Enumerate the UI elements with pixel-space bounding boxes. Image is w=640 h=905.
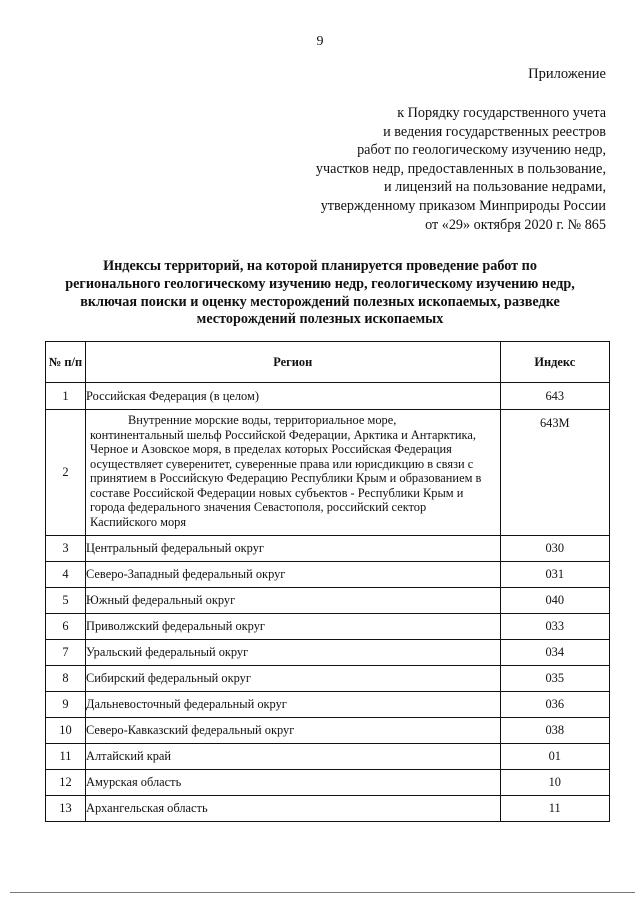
row-region-line: континентальный шельф Российской Федерации, Арктика и Антарктика, bbox=[90, 427, 476, 442]
row-num: 8 bbox=[46, 666, 86, 692]
row-region: Центральный федеральный округ bbox=[86, 536, 501, 562]
row-region-line: Каспийского моря bbox=[90, 514, 187, 529]
row-region: Приволжский федеральный округ bbox=[86, 614, 501, 640]
row-index: 031 bbox=[500, 562, 609, 588]
table-row bbox=[46, 744, 610, 770]
row-region-line: осуществляет суверенитет, суверенные права или юрисдикцию в связи с bbox=[90, 456, 474, 471]
row-num: 4 bbox=[46, 562, 86, 588]
row-index: 030 bbox=[500, 536, 609, 562]
appendix-reference-line: утвержденному приказом Минприроды России bbox=[320, 197, 606, 214]
row-region-line: составе Российской Федерации новых субъектов - Республики Крым и bbox=[90, 485, 464, 500]
row-region: Российская Федерация (в целом) bbox=[86, 383, 501, 410]
row-num: 3 bbox=[46, 536, 86, 562]
row-index: 11 bbox=[500, 796, 609, 822]
row-region: Северо-Кавказский федеральный округ bbox=[86, 718, 501, 744]
row-region-line: принятием в Российскую Федерацию Республики Крым и образованием в bbox=[90, 471, 482, 485]
row-index: 040 bbox=[500, 588, 609, 614]
table-row bbox=[46, 640, 610, 666]
table-header-row bbox=[46, 342, 610, 383]
row-region-line: Внутренние морские воды, территориальное море, bbox=[128, 413, 397, 427]
table-row bbox=[46, 562, 610, 588]
row-index: 036 bbox=[500, 692, 609, 718]
row-num: 1 bbox=[46, 383, 86, 410]
table-row bbox=[46, 796, 610, 822]
appendix-reference-line: участков недр, предоставленных в пользование, bbox=[315, 160, 606, 177]
appendix-reference bbox=[186, 104, 606, 234]
appendix-reference-line: и лицензий на пользование недрами, bbox=[384, 179, 606, 196]
document-title bbox=[40, 258, 600, 329]
row-region: Южный федеральный округ bbox=[86, 588, 501, 614]
appendix-reference-line: к Порядку государственного учета bbox=[397, 105, 606, 121]
appendix-title: Приложение bbox=[528, 66, 606, 82]
document-title-line: включая поиски и оценку месторождений полезных ископаемых, разведке bbox=[80, 293, 560, 310]
row-region bbox=[86, 410, 501, 536]
row-num: 2 bbox=[46, 410, 86, 536]
row-index: 10 bbox=[500, 770, 609, 796]
row-region: Уральский федеральный округ bbox=[86, 640, 501, 666]
row-region-line: города федерального значения Севастополя, российский сектор bbox=[90, 500, 427, 514]
document-title-line: месторождений полезных ископаемых bbox=[196, 311, 444, 328]
row-index: 034 bbox=[500, 640, 609, 666]
table-row bbox=[46, 383, 610, 410]
document-title-line: Индексы территорий, на которой планируется проведение работ по bbox=[103, 258, 537, 274]
document-title-line: регионального геологическому изучению недр, геологическому изучению недр, bbox=[65, 275, 575, 292]
row-region: Алтайский край bbox=[86, 744, 501, 770]
table-row bbox=[46, 536, 610, 562]
row-region: Дальневосточный федеральный округ bbox=[86, 692, 501, 718]
page-number: 9 bbox=[316, 34, 324, 49]
appendix-reference-line: работ по геологическому изучению недр, bbox=[357, 142, 606, 159]
row-num: 12 bbox=[46, 770, 86, 796]
row-index: 035 bbox=[500, 666, 609, 692]
table-row bbox=[46, 410, 610, 536]
footer-divider bbox=[10, 892, 635, 893]
territory-index-table bbox=[45, 341, 610, 822]
table-row bbox=[46, 666, 610, 692]
row-index: 038 bbox=[500, 718, 609, 744]
appendix-reference-line: и ведения государственных реестров bbox=[383, 123, 606, 140]
row-region: Северо-Западный федеральный округ bbox=[86, 562, 501, 588]
row-num: 9 bbox=[46, 692, 86, 718]
table-row bbox=[46, 770, 610, 796]
table-row bbox=[46, 614, 610, 640]
appendix-reference-line: от «29» октября 2020 г. № 865 bbox=[425, 216, 606, 233]
table-row bbox=[46, 692, 610, 718]
row-region: Сибирский федеральный округ bbox=[86, 666, 501, 692]
row-index: 033 bbox=[500, 614, 609, 640]
row-num: 10 bbox=[46, 718, 86, 744]
header-region: Регион bbox=[86, 342, 501, 383]
table-row bbox=[46, 718, 610, 744]
row-region: Архангельская область bbox=[86, 796, 501, 822]
row-region-line: Черное и Азовское моря, в пределах которых Российская Федерация bbox=[90, 442, 452, 456]
header-num: № п/п bbox=[46, 342, 86, 383]
row-num: 6 bbox=[46, 614, 86, 640]
row-index: 643 bbox=[500, 383, 609, 410]
row-region: Амурская область bbox=[86, 770, 501, 796]
table-row bbox=[46, 588, 610, 614]
row-num: 5 bbox=[46, 588, 86, 614]
row-index: 643М bbox=[500, 410, 609, 536]
row-index: 01 bbox=[500, 744, 609, 770]
header-index: Индекс bbox=[500, 342, 609, 383]
row-num: 7 bbox=[46, 640, 86, 666]
row-num: 11 bbox=[46, 744, 86, 770]
row-num: 13 bbox=[46, 796, 86, 822]
